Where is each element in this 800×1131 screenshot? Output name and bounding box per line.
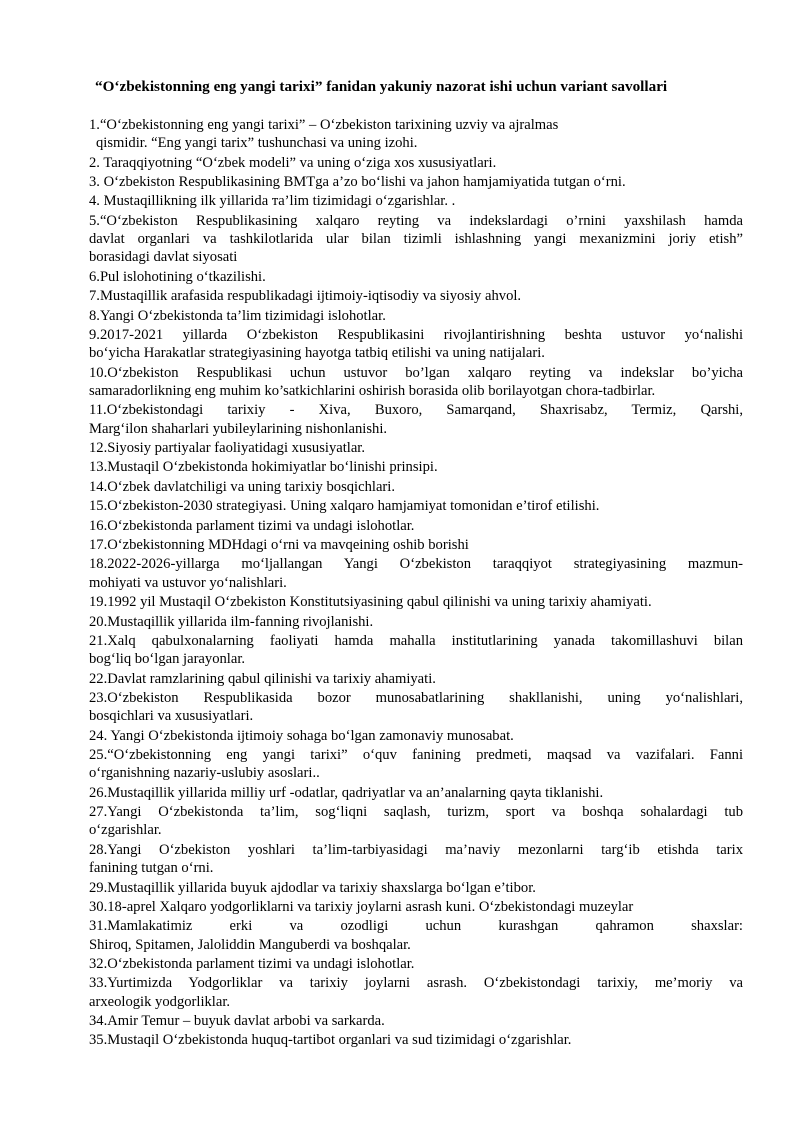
question-item (89, 613, 743, 631)
question-item (89, 268, 743, 286)
question-text-line: qismidir. “Eng yangi tarix” tushunchasi va uning izohi. (96, 135, 418, 152)
question-text-line: 13.Mustaqil O‘zbekistonda hokimiyatlar bo‘linishi prinsipi. (89, 459, 438, 476)
question-item (89, 784, 743, 802)
question-item (89, 364, 743, 401)
question-text-line: 33.Yurtimizda Yodgorliklar va tarixiy joylarni asrash. O‘zbekistondagi tarixiy, me’moriy va (89, 975, 743, 992)
question-item (89, 536, 743, 554)
question-item (89, 287, 743, 305)
question-item (89, 632, 743, 669)
question-text-line: arxeologik yodgorliklar. (89, 993, 231, 1010)
question-item (89, 116, 743, 153)
question-text-line: o‘zgarishlar. (89, 822, 162, 839)
question-text-line: 25.“O‘zbekistonning eng yangi tarixi” o‘quv fanining predmeti, maqsad va vazifalari. Fanni (89, 747, 743, 764)
question-item (89, 212, 743, 267)
question-text-line: 7.Mustaqillik arafasida respublikadagi ijtimoiy-iqtisodiy va siyosiy ahvol. (89, 288, 522, 305)
question-item (89, 1031, 743, 1049)
question-text-line: 29.Mustaqillik yillarida buyuk ajdodlar va tarixiy shaxslarga bo‘lgan e’tibor. (89, 879, 536, 896)
question-item (89, 154, 743, 172)
question-text-line: 1.“O‘zbekistonning eng yangi tarixi” – O‘zbekiston tarixining uzviy va ajralmas (89, 117, 559, 133)
question-item (89, 401, 743, 438)
question-text-line: 19.1992 yil Mustaqil O‘zbekiston Konstitutsiyasining qabul qilinishi va uning tarixiy ahamiyati. (89, 594, 652, 611)
question-text-line: 11.O‘zbekistondagi tarixiy - Xiva, Buxoro, Samarqand, Shaxrisabz, Termiz, Qarshi, (89, 402, 743, 419)
question-text-line: samaradorlikning eng muhim ko’satkichlarini oshirish borasida olib borilayotgan chora-tadbirlar. (89, 383, 656, 399)
question-text-line: 21.Xalq qabulxonalarning faoliyati hamda mahalla institutlarining yanada takomillashuvi bilan (89, 632, 743, 649)
question-item (89, 1012, 743, 1030)
question-text-line: 16.O‘zbekistonda parlament tizimi va undagi islohotlar. (89, 517, 415, 534)
question-item (89, 841, 743, 878)
question-item (89, 326, 743, 363)
question-text-line: 32.O‘zbekistonda parlament tizimi va undagi islohotlar. (89, 955, 415, 972)
question-text-line: bog‘liq bo‘lgan jarayonlar. (89, 651, 246, 668)
question-text-line: 22.Davlat ramzlarining qabul qilinishi va tarixiy ahamiyati. (89, 670, 436, 687)
question-text-line: mohiyati va ustuvor yo‘nalishlari. (89, 574, 287, 591)
question-item (89, 803, 743, 840)
question-text-line: 5.“O‘zbekiston Respublikasining xalqaro reyting va indekslardagi o’rnini yaxshilash hamda (89, 212, 743, 229)
question-text-line: borasidagi davlat siyosati (89, 249, 238, 266)
question-item (89, 458, 743, 476)
question-text-line: 27.Yangi O‘zbekistonda ta’lim, sog‘liqni saqlash, turizm, sport va boshqa sohalardagi tub (89, 804, 743, 821)
document-title: “O‘zbekistonning eng yangi tarixi” fanidan yakuniy nazorat ishi uchun variant savollari (95, 78, 668, 95)
question-text-line: 14.O‘zbek davlatchiligi va uning tarixiy bosqichlari. (89, 478, 395, 495)
question-text-line: 26.Mustaqillik yillarida milliy urf -odatlar, qadriyatlar va an’analarning qayta tiklanishi. (89, 784, 604, 801)
question-item (89, 555, 743, 592)
question-list (89, 116, 743, 1051)
question-item (89, 879, 743, 897)
question-text-line: 31.Mamlakatimiz erki va ozodligi uchun kurashgan qahramon shaxslar: (89, 918, 743, 935)
question-text-line: 15.O‘zbekiston-2030 strategiyasi. Uning xalqaro hamjamiyat tomonidan e’tirof etilishi. (89, 498, 600, 515)
question-text-line: 2. Taraqqiyotning “O‘zbek modeli” va uning o‘ziga xos xususiyatlari. (89, 154, 497, 171)
question-item (89, 307, 743, 325)
question-text-line: 24. Yangi O‘zbekistonda ijtimoiy sohaga bo‘lgan zamonaviy munosabat. (89, 727, 514, 744)
question-text-line: 34.Amir Temur – buyuk davlat arbobi va sarkarda. (89, 1013, 385, 1030)
question-item (89, 593, 743, 611)
question-text-line: 20.Mustaqillik yillarida ilm-fanning rivojlanishi. (89, 613, 374, 630)
question-text-line: davlat organlari va tashkilotlarida ular bilan tizimli ishlashning yangi mexanizmini joriy etish” (89, 231, 743, 248)
question-text-line: 6.Pul islohotining o‘tkazilishi. (89, 268, 266, 285)
question-text-line: Shiroq, Spitamen, Jaloliddin Manguberdi va boshqalar. (89, 936, 411, 953)
question-item (89, 439, 743, 457)
question-text-line: 10.O‘zbekiston Respublikasi uchun ustuvor bo’lgan xalqaro reyting va indekslar bo’yicha (89, 364, 743, 381)
question-text-line: 30.18-aprel Xalqaro yodgorliklarni va tarixiy joylarni asrash kuni. O‘zbekistondagi muzeylar (89, 898, 634, 915)
question-text-line: bosqichlari va xususiyatlari. (89, 708, 254, 725)
question-text-line: o‘rganishning nazariy-uslubiy asoslari.. (89, 765, 320, 782)
question-text-line: 17.O‘zbekistonning MDHdagi o‘rni va mavqeining oshib borishi (89, 537, 469, 554)
question-text-line: 12.Siyosiy partiyalar faoliyatidagi xususiyatlar. (89, 440, 366, 457)
question-item (89, 727, 743, 745)
question-text-line: Marg‘ilon shaharlari yubileylarining nishonlanishi. (89, 420, 388, 437)
question-text-line: fanining tutgan o‘rni. (89, 860, 214, 877)
question-item (89, 192, 743, 210)
question-item (89, 478, 743, 496)
question-item (89, 497, 743, 515)
question-item (89, 955, 743, 973)
question-item (89, 173, 743, 191)
question-text-line: bo‘yicha Harakatlar strategiyasining hayotga tatbiq etilishi va uning natijalari. (89, 345, 545, 362)
question-text-line: 3. O‘zbekiston Respublikasining BMTga a’zo bo‘lishi va jahon hamjamiyatida tutgan o‘rni. (89, 174, 626, 191)
question-item (89, 974, 743, 1011)
question-text-line: 28.Yangi O‘zbekiston yoshlari ta’lim-tarbiyasidagi ma’naviy mezonlarni targ‘ib etishda tarix (89, 841, 743, 858)
question-text-line: 35.Mustaqil O‘zbekistonda huquq-tartibot organlari va sud tizimidagi o‘zgarishlar. (89, 1032, 572, 1049)
question-item (89, 670, 743, 688)
question-text-line: 8.Yangi O‘zbekistonda ta’lim tizimidagi islohotlar. (89, 307, 386, 324)
question-item (89, 898, 743, 916)
question-text-line: 9.2017-2021 yillarda O‘zbekiston Respublikasini rivojlantirishning beshta ustuvor yo‘nalishi (89, 327, 743, 344)
question-text-line: 4. Mustaqillikning ilk yillarida тa’lim tizimidagi o‘zgarishlar. . (89, 193, 456, 210)
question-item (89, 746, 743, 783)
question-text-line: 23.O‘zbekiston Respublikasida bozor munosabatlarining shakllanishi, uning yo‘nalishlari, (89, 689, 743, 706)
question-item (89, 689, 743, 726)
question-item (89, 517, 743, 535)
question-text-line: 18.2022-2026-yillarga mo‘ljallangan Yangi O‘zbekiston taraqqiyot strategiyasining mazmun- (89, 556, 743, 573)
question-item (89, 917, 743, 954)
